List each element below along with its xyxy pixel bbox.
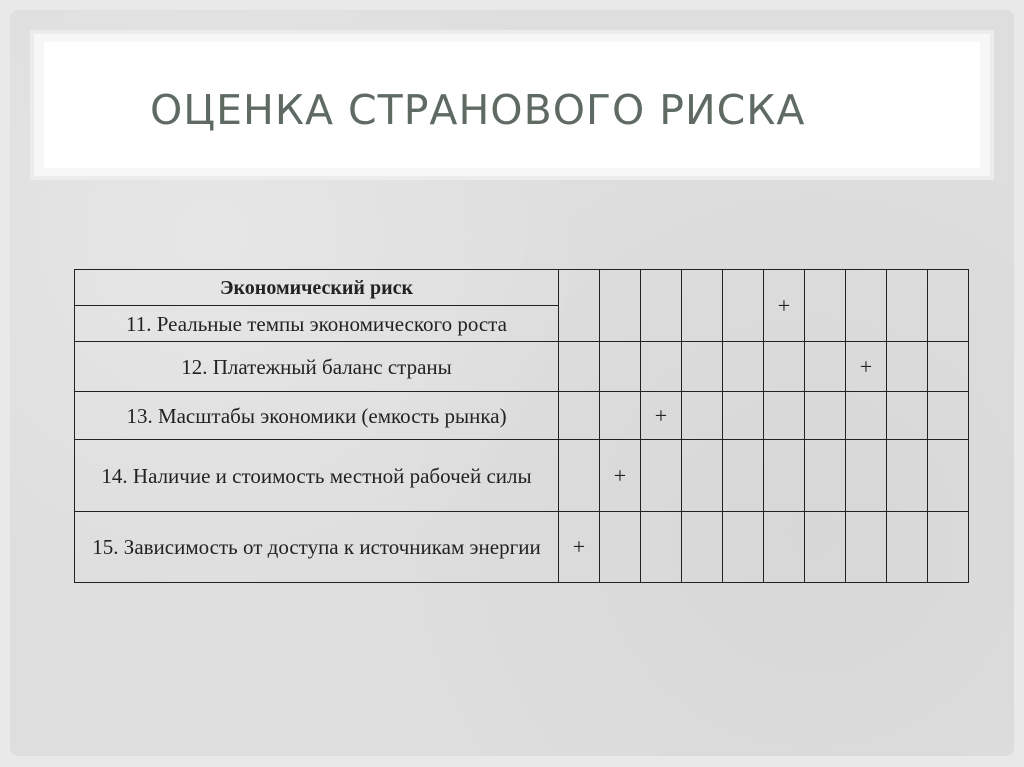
- table-cell-mark: [682, 392, 723, 440]
- table-cell-mark: [928, 440, 969, 512]
- table-cell-mark: [723, 392, 764, 440]
- table-cell-mark: [641, 512, 682, 583]
- table-cell-mark: [846, 270, 887, 342]
- table-cell-mark: [600, 512, 641, 583]
- slide-title: ОЦЕНКА СТРАНОВОГО РИСКА: [150, 86, 806, 134]
- table-cell-mark: +: [559, 512, 600, 583]
- table-cell-mark: [682, 342, 723, 392]
- table-cell-mark: +: [764, 270, 805, 342]
- table-cell-mark: [764, 512, 805, 583]
- table-cell-mark: +: [600, 440, 641, 512]
- table-cell-mark: [805, 512, 846, 583]
- table-cell-mark: [928, 392, 969, 440]
- table-cell-mark: [641, 342, 682, 392]
- table-cell-mark: [559, 342, 600, 392]
- slide-background: [10, 10, 1014, 756]
- table-cell-mark: [928, 342, 969, 392]
- table-cell-mark: [641, 440, 682, 512]
- table-row: [75, 392, 969, 440]
- table-cell-mark: [723, 342, 764, 392]
- table-cell-mark: [846, 440, 887, 512]
- table-cell-mark: [805, 392, 846, 440]
- table-cell-mark: [846, 512, 887, 583]
- table-cell-mark: +: [641, 392, 682, 440]
- risk-table-body: [75, 270, 969, 583]
- table-cell-mark: [764, 392, 805, 440]
- table-cell-mark: [887, 392, 928, 440]
- table-cell-mark: [887, 342, 928, 392]
- table-cell-mark: [928, 270, 969, 342]
- table-cell-mark: [723, 270, 764, 342]
- row-label: 11. Реальные темпы экономического роста: [75, 306, 559, 342]
- table-cell-mark: [600, 342, 641, 392]
- table-row: [75, 512, 969, 583]
- table-cell-mark: [805, 270, 846, 342]
- table-cell-mark: [887, 270, 928, 342]
- row-label: 13. Масштабы экономики (емкость рынка): [75, 392, 559, 440]
- table-cell-mark: [559, 440, 600, 512]
- table-cell-mark: [846, 392, 887, 440]
- table-cell-mark: [723, 512, 764, 583]
- table-header: Экономический риск: [75, 270, 559, 306]
- table-cell-mark: [682, 270, 723, 342]
- table-cell-mark: [682, 512, 723, 583]
- table-cell-mark: [887, 512, 928, 583]
- table-cell-mark: [723, 440, 764, 512]
- table-cell-mark: [559, 270, 600, 342]
- table-cell-mark: [764, 440, 805, 512]
- table-cell-mark: [559, 392, 600, 440]
- row-label: 15. Зависимость от доступа к источникам энергии: [75, 512, 559, 583]
- table-cell-mark: [805, 342, 846, 392]
- table-cell-mark: [887, 440, 928, 512]
- table-cell-mark: [805, 440, 846, 512]
- table-row: [75, 342, 969, 392]
- table-cell-mark: [641, 270, 682, 342]
- table-cell-mark: [764, 342, 805, 392]
- table-row: [75, 440, 969, 512]
- table-cell-mark: [600, 270, 641, 342]
- risk-table: [74, 269, 969, 583]
- table-cell-mark: [682, 440, 723, 512]
- table-header-row: [75, 270, 969, 306]
- table-cell-mark: +: [846, 342, 887, 392]
- table-cell-mark: [600, 392, 641, 440]
- table-cell-mark: [928, 512, 969, 583]
- row-label: 14. Наличие и стоимость местной рабочей силы: [75, 440, 559, 512]
- row-label: 12. Платежный баланс страны: [75, 342, 559, 392]
